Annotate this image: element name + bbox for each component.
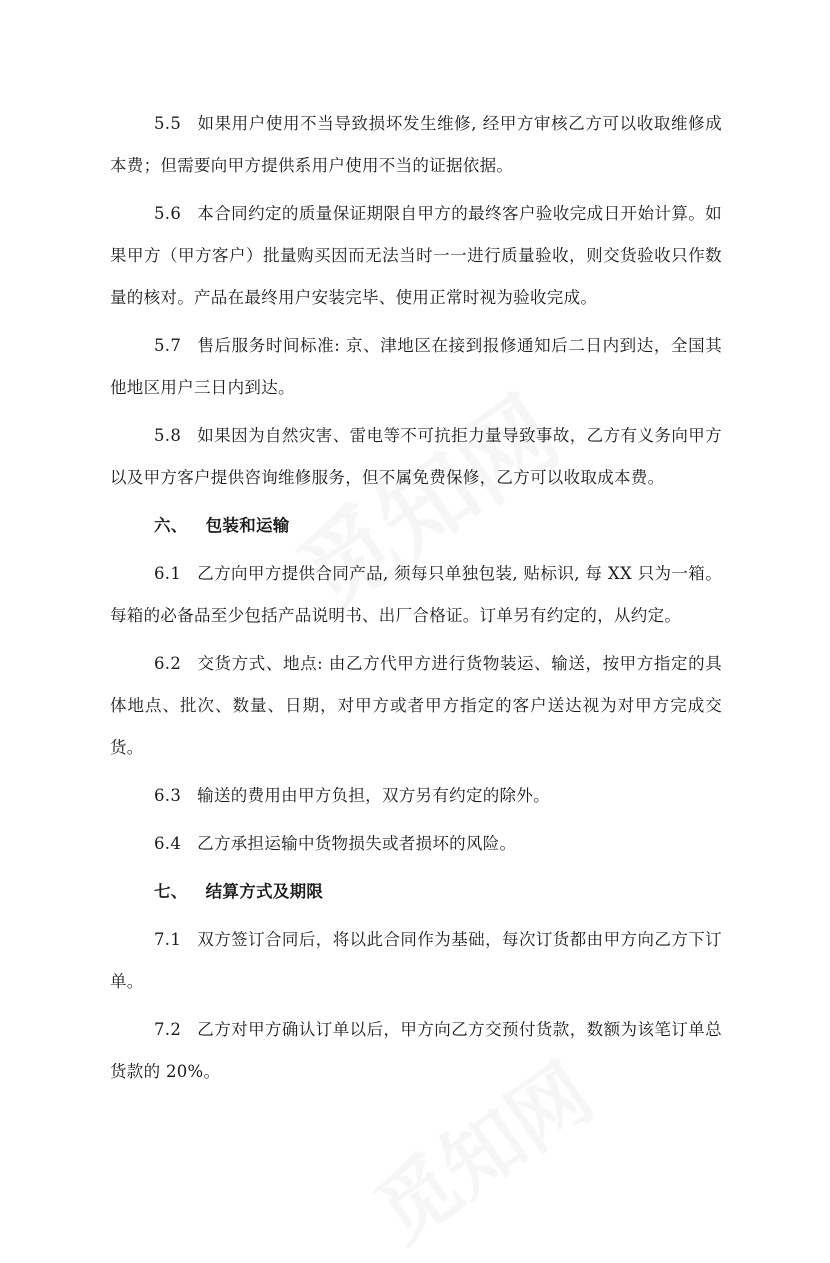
clause-number: 7.1 bbox=[154, 930, 182, 949]
clause-number: 7.2 bbox=[154, 1020, 182, 1039]
clause-number: 6.1 bbox=[154, 564, 182, 583]
clause-7-1 bbox=[110, 919, 722, 1003]
clause-text: 交货方式、地点: 由乙方代甲方进行货物装运、输送，按甲方指定的具体地点、批次、数量、日期，对甲方或者甲方指定的客户送达视为对甲方完成交货。 bbox=[110, 654, 722, 757]
clause-number: 6.3 bbox=[154, 786, 182, 805]
clause-text: 乙方对甲方确认订单以后，甲方向乙方交预付货款，数额为该笔订单总货款的 20%。 bbox=[110, 1020, 722, 1081]
clause-text: 如果因为自然灾害、雷电等不可抗拒力量导致事故，乙方有义务向甲方以及甲方客户提供咨询维修服务，但不属免费保修，乙方可以收取成本费。 bbox=[110, 426, 722, 487]
clause-text: 双方签订合同后，将以此合同作为基础，每次订货都由甲方向乙方下订单。 bbox=[110, 930, 722, 991]
section-number: 七、 bbox=[154, 882, 188, 901]
clause-6-2 bbox=[110, 643, 722, 769]
clause-5-8 bbox=[110, 415, 722, 499]
clause-number: 5.6 bbox=[154, 204, 182, 223]
clause-text: 售后服务时间标准: 京、津地区在接到报修通知后二日内到达，全国其他地区用户三日内到达。 bbox=[110, 336, 722, 397]
clause-text: 输送的费用由甲方负担，双方另有约定的除外。 bbox=[197, 786, 550, 805]
clause-number: 6.2 bbox=[154, 654, 182, 673]
clause-text: 如果用户使用不当导致损坏发生维修, 经甲方审核乙方可以收取维修成本费；但需要向甲方提供系用户使用不当的证据依据。 bbox=[110, 114, 722, 175]
section-number: 六、 bbox=[154, 516, 188, 535]
clause-text: 本合同约定的质量保证期限自甲方的最终客户验收完成日开始计算。如果甲方（甲方客户）批量购买因而无法当时一一进行质量验收，则交货验收只作数量的核对。产品在最终用户安装完毕、使用正常时视为验收完成。 bbox=[110, 204, 722, 307]
clause-6-4 bbox=[110, 823, 722, 865]
clause-6-1 bbox=[110, 553, 722, 637]
clause-5-6 bbox=[110, 193, 722, 319]
clause-5-5 bbox=[110, 103, 722, 187]
section-heading-settlement bbox=[110, 871, 722, 913]
document-body bbox=[110, 103, 722, 1099]
clause-5-7 bbox=[110, 325, 722, 409]
clause-number: 6.4 bbox=[154, 834, 182, 853]
clause-number: 5.7 bbox=[154, 336, 182, 355]
clause-text: 乙方向甲方提供合同产品, 须每只单独包装, 贴标识, 每 XX 只为一箱。每箱的必备品至少包括产品说明书、出厂合格证。订单另有约定的，从约定。 bbox=[110, 564, 722, 625]
clause-7-2 bbox=[110, 1009, 722, 1093]
section-title: 包装和运输 bbox=[205, 516, 290, 535]
clause-text: 乙方承担运输中货物损失或者损坏的风险。 bbox=[197, 834, 517, 853]
section-heading-packaging bbox=[110, 505, 722, 547]
clause-6-3 bbox=[110, 775, 722, 817]
clause-number: 5.5 bbox=[154, 114, 182, 133]
clause-number: 5.8 bbox=[154, 426, 182, 445]
section-title: 结算方式及期限 bbox=[205, 882, 324, 901]
